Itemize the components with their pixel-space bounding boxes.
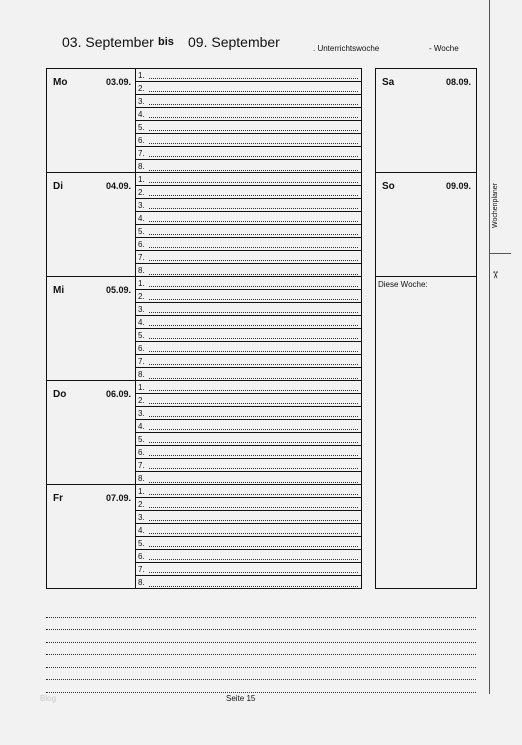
unterrichtswoche-label: . Unterrichtswoche <box>313 44 380 53</box>
lesson-line[interactable] <box>136 69 361 82</box>
day-date: 08.09. <box>445 77 471 87</box>
lesson-number: 7. <box>138 357 145 366</box>
dotted-rule <box>149 546 358 547</box>
lesson-line[interactable] <box>136 173 361 186</box>
lesson-line[interactable] <box>136 381 361 394</box>
dotted-rule <box>149 286 358 287</box>
dotted-rule <box>149 143 358 144</box>
dotted-rule <box>149 299 358 300</box>
dotted-rule <box>149 455 358 456</box>
lesson-line[interactable] <box>136 264 361 277</box>
dotted-rule <box>149 416 358 417</box>
day-date: 07.09. <box>105 493 131 503</box>
lesson-number: 1. <box>138 383 145 392</box>
lesson-number: 2. <box>138 396 145 405</box>
lesson-line[interactable] <box>136 472 361 485</box>
lesson-number: 3. <box>138 513 145 522</box>
lesson-number: 3. <box>138 409 145 418</box>
day-name: Di <box>53 181 63 192</box>
lesson-number: 8. <box>138 162 145 171</box>
dotted-rule <box>149 442 358 443</box>
week-notes-label: Diese Woche: <box>378 280 428 289</box>
to-date: 09. September <box>188 34 280 50</box>
day-block-so[interactable] <box>376 173 476 277</box>
lesson-number: 2. <box>138 500 145 509</box>
lesson-line[interactable] <box>136 329 361 342</box>
lesson-number: 8. <box>138 266 145 275</box>
day-name: So <box>382 181 395 192</box>
lesson-number: 6. <box>138 448 145 457</box>
day-block-di <box>47 173 361 277</box>
weekday-grid <box>46 68 362 589</box>
day-name: Do <box>53 389 67 400</box>
lesson-line[interactable] <box>136 121 361 134</box>
day-name: Mo <box>53 77 68 88</box>
dotted-rule <box>149 468 358 469</box>
watermark: Blog <box>40 694 57 703</box>
lesson-number: 1. <box>138 71 145 80</box>
lesson-line[interactable] <box>136 160 361 173</box>
lesson-number: 6. <box>138 240 145 249</box>
woche-label: - Woche <box>429 44 459 53</box>
dotted-rule <box>149 117 358 118</box>
lesson-line[interactable] <box>136 511 361 524</box>
lesson-line[interactable] <box>136 95 361 108</box>
lesson-number: 3. <box>138 97 145 106</box>
lesson-lines <box>135 173 361 276</box>
lesson-number: 4. <box>138 422 145 431</box>
page-number: Seite 15 <box>226 694 256 703</box>
lesson-line[interactable] <box>136 563 361 576</box>
lesson-number: 4. <box>138 110 145 119</box>
dotted-rule <box>149 482 358 483</box>
day-block-fr <box>47 485 361 588</box>
lesson-line[interactable] <box>136 290 361 303</box>
lesson-line[interactable] <box>136 459 361 472</box>
lesson-line[interactable] <box>136 316 361 329</box>
lesson-number: 8. <box>138 578 145 587</box>
notes-area <box>46 605 476 693</box>
lesson-line[interactable] <box>136 303 361 316</box>
dotted-rule <box>149 208 358 209</box>
day-date: 05.09. <box>105 285 131 295</box>
day-date: 09.09. <box>445 181 471 191</box>
dotted-rule <box>149 586 358 587</box>
lesson-line[interactable] <box>136 498 361 511</box>
lesson-line[interactable] <box>136 147 361 160</box>
note-line[interactable] <box>46 668 476 681</box>
dotted-rule <box>149 78 358 79</box>
dotted-rule <box>149 403 358 404</box>
note-line[interactable] <box>46 643 476 656</box>
dotted-rule <box>149 390 358 391</box>
lesson-lines <box>135 381 361 484</box>
lesson-number: 7. <box>138 253 145 262</box>
day-date: 03.09. <box>105 77 131 87</box>
lesson-line[interactable] <box>136 199 361 212</box>
side-label: Wochenplaner <box>492 182 499 228</box>
lesson-number: 7. <box>138 565 145 574</box>
lesson-line[interactable] <box>136 212 361 225</box>
lesson-number: 2. <box>138 188 145 197</box>
lesson-number: 8. <box>138 474 145 483</box>
lesson-line[interactable] <box>136 485 361 498</box>
lesson-number: 1. <box>138 175 145 184</box>
lesson-number: 7. <box>138 461 145 470</box>
dotted-rule <box>149 312 358 313</box>
day-name: Fr <box>53 493 63 504</box>
day-name: Mi <box>53 285 65 296</box>
day-date: 06.09. <box>105 389 131 399</box>
lesson-line[interactable] <box>136 225 361 238</box>
lesson-number: 6. <box>138 136 145 145</box>
lesson-line[interactable] <box>136 238 361 251</box>
day-block-do <box>47 381 361 485</box>
lesson-number: 5. <box>138 331 145 340</box>
lesson-line[interactable] <box>136 251 361 264</box>
lesson-line[interactable] <box>136 368 361 381</box>
dotted-rule <box>149 221 358 222</box>
dotted-rule <box>149 274 358 275</box>
lesson-number: 8. <box>138 370 145 379</box>
dotted-rule <box>149 507 358 508</box>
week-header <box>0 34 480 54</box>
lesson-line[interactable] <box>136 394 361 407</box>
side-tick <box>489 253 511 254</box>
scissors-icon: ✂ <box>489 270 501 280</box>
note-line[interactable] <box>46 655 476 668</box>
lesson-number: 5. <box>138 539 145 548</box>
lesson-number: 1. <box>138 487 145 496</box>
day-date: 04.09. <box>105 181 131 191</box>
dotted-rule <box>149 533 358 534</box>
lesson-lines <box>135 69 361 172</box>
dotted-rule <box>149 170 358 171</box>
lesson-line[interactable] <box>136 433 361 446</box>
day-block-mi <box>47 277 361 381</box>
weekend-panel <box>375 68 477 589</box>
note-line[interactable] <box>46 630 476 643</box>
note-line[interactable] <box>46 618 476 631</box>
lesson-number: 4. <box>138 318 145 327</box>
lesson-number: 2. <box>138 292 145 301</box>
lesson-line[interactable] <box>136 550 361 563</box>
dotted-rule <box>149 364 358 365</box>
lesson-number: 7. <box>138 149 145 158</box>
day-block-mo <box>47 69 361 173</box>
margin-line <box>489 0 490 694</box>
dotted-rule <box>149 572 358 573</box>
dotted-rule <box>149 247 358 248</box>
lesson-number: 5. <box>138 435 145 444</box>
lesson-line[interactable] <box>136 277 361 290</box>
lesson-lines <box>135 277 361 380</box>
from-date: 03. September <box>62 34 154 50</box>
lesson-number: 3. <box>138 305 145 314</box>
lesson-line[interactable] <box>136 355 361 368</box>
lesson-line[interactable] <box>136 108 361 121</box>
lesson-line[interactable] <box>136 342 361 355</box>
dotted-rule <box>149 494 358 495</box>
lesson-line[interactable] <box>136 446 361 459</box>
dotted-rule <box>149 325 358 326</box>
lesson-number: 5. <box>138 123 145 132</box>
lesson-line[interactable] <box>136 420 361 433</box>
dotted-rule <box>149 234 358 235</box>
lesson-line[interactable] <box>136 134 361 147</box>
lesson-line[interactable] <box>136 524 361 537</box>
lesson-line[interactable] <box>136 186 361 199</box>
note-line[interactable] <box>46 605 476 618</box>
dotted-rule <box>149 195 358 196</box>
dotted-rule <box>149 559 358 560</box>
lesson-number: 4. <box>138 526 145 535</box>
dotted-rule <box>149 260 358 261</box>
bis-label: bis <box>158 36 174 48</box>
lesson-number: 2. <box>138 84 145 93</box>
day-name: Sa <box>382 77 395 88</box>
dotted-rule <box>149 156 358 157</box>
lesson-number: 1. <box>138 279 145 288</box>
dotted-rule <box>149 182 358 183</box>
dotted-rule <box>149 130 358 131</box>
note-line[interactable] <box>46 680 476 693</box>
day-block-sa[interactable] <box>376 69 476 173</box>
dotted-rule <box>149 338 358 339</box>
lesson-number: 4. <box>138 214 145 223</box>
week-notes-box[interactable] <box>376 277 476 588</box>
lesson-line[interactable] <box>136 407 361 420</box>
lesson-line[interactable] <box>136 576 361 589</box>
dotted-rule <box>149 520 358 521</box>
lesson-number: 3. <box>138 201 145 210</box>
lesson-number: 6. <box>138 344 145 353</box>
dotted-rule <box>149 91 358 92</box>
lesson-number: 6. <box>138 552 145 561</box>
lesson-lines <box>135 485 361 588</box>
dotted-rule <box>149 429 358 430</box>
lesson-line[interactable] <box>136 537 361 550</box>
lesson-number: 5. <box>138 227 145 236</box>
dotted-rule <box>149 351 358 352</box>
dotted-rule <box>149 104 358 105</box>
lesson-line[interactable] <box>136 82 361 95</box>
dotted-rule <box>149 378 358 379</box>
